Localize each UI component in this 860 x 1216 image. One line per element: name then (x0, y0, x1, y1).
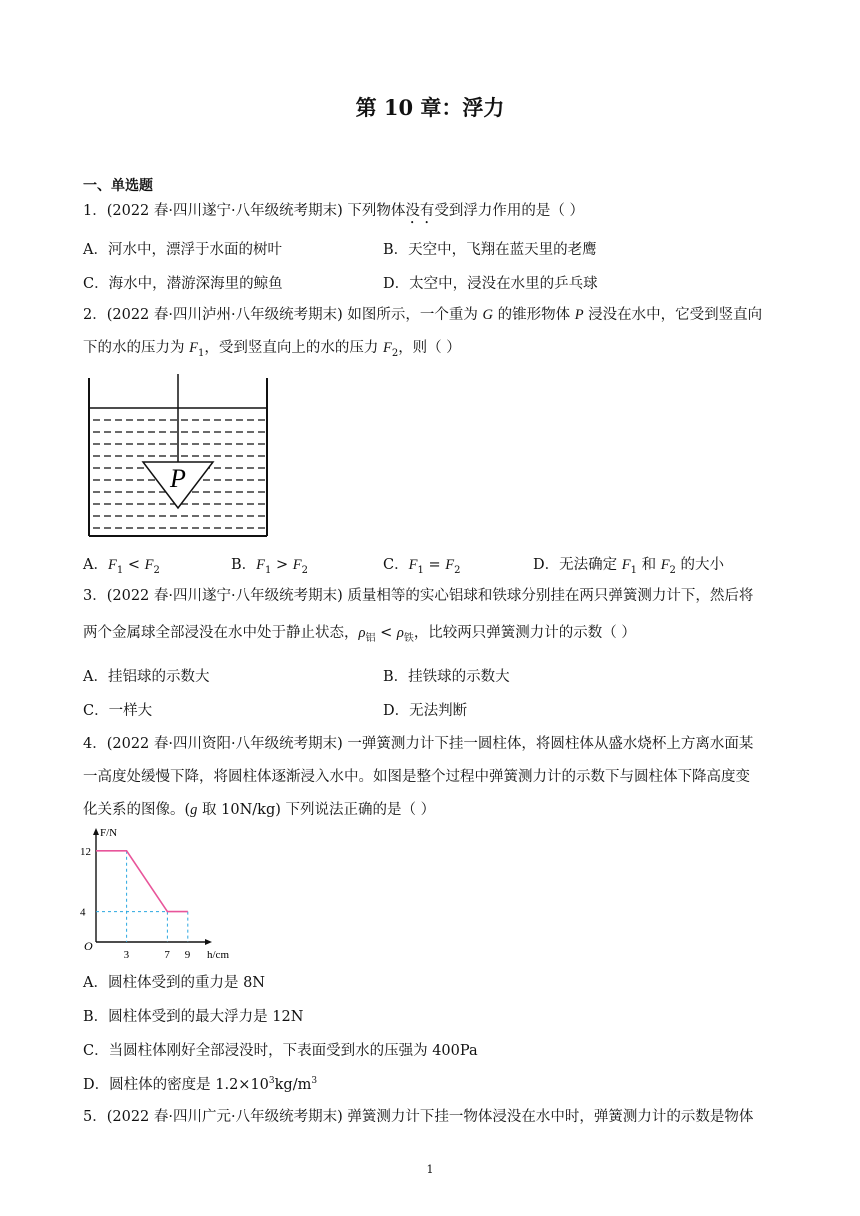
question-4-stem-line-1: 4．(2022 春·四川资阳·八年级统考期末) 一弹簧测力计下挂一圆柱体，将圆柱体从盛水烧杯上方离水面某 (83, 736, 754, 752)
object-label-p: P (170, 464, 186, 493)
y-axis-arrow (93, 828, 99, 835)
question-2-stem-line-2: 下的水的压力为 $F_1$，受到竖直向上的水的压力 $F_2$，则（ ） (83, 340, 461, 359)
question-3-option-a: A．挂铝球的示数大 (83, 669, 210, 685)
force-height-chart (80, 824, 240, 960)
question-5-stem-line-1: 5．(2022 春·四川广元·八年级统考期末) 弹簧测力计下挂一物体浸没在水中时，弹簧测力计的示数是物体 (83, 1109, 754, 1125)
question-3-option-b: B．挂铁球的示数大 (383, 669, 510, 685)
question-2-option-b: B．$F_1 > F_2$ (231, 557, 308, 576)
origin-label: O (84, 939, 93, 953)
y-axis-label: F/N (100, 827, 118, 839)
question-1-option-b: B．天空中，飞翔在蓝天里的老鹰 (383, 242, 597, 258)
y-tick-label: 4 (80, 906, 86, 919)
question-1-option-d: D．太空中，浸没在水里的乒乓球 (383, 276, 598, 292)
question-4-option-b: B．圆柱体受到的最大浮力是 12N (83, 1009, 304, 1025)
question-2-option-d: D．无法确定 $F_1$ 和 $F_2$ 的大小 (533, 557, 725, 576)
chart-guides (96, 851, 188, 942)
question-2-stem-line-1: 2．(2022 春·四川泸州·八年级统考期末) 如图所示，一个重为 G 的锥形物体 P 浸没在水中，它受到竖直向 (83, 307, 763, 323)
question-3-stem-line-1: 3．(2022 春·四川遂宁·八年级统考期末) 质量相等的实心铝球和铁球分别挂在两只弹簧测力计下，然后将 (83, 588, 754, 604)
chart-axes (93, 828, 212, 945)
question-4-option-c: C．当圆柱体刚好全部浸没时，下表面受到水的压强为 400Pa (83, 1043, 478, 1059)
page-number: 1 (426, 1163, 434, 1176)
section-heading: 一、单选题 (83, 178, 153, 194)
question-1-option-a: A．河水中，漂浮于水面的树叶 (83, 242, 282, 258)
question-4-stem-line-2: 一高度处缓慢下降，将圆柱体逐渐浸入水中。如图是整个过程中弹簧测力计的示数下与圆柱体下降高度变 (83, 769, 750, 785)
x-axis-label: h/cm (207, 949, 229, 960)
x-axis-arrow (205, 939, 212, 945)
series-line (96, 851, 188, 912)
page-title: 第 10 章：浮力 (355, 95, 505, 120)
chart-series (96, 851, 188, 912)
beaker-diagram (85, 370, 275, 538)
question-2-option-a: A．$F_1 < F_2$ (83, 557, 160, 576)
question-4-option-d: D．圆柱体的密度是 $1.2\times 10^3kg/m^3$ (83, 1076, 318, 1093)
x-tick-label: 7 (164, 949, 170, 960)
question-4-stem-line-3: 化关系的图像。(g 取 10N/kg) 下列说法正确的是（ ） (83, 802, 436, 818)
question-1-stem: 1．(2022 春·四川遂宁·八年级统考期末) 下列物体没有受到浮力作用的是（ ） (83, 203, 584, 219)
question-3-option-c: C．一样大 (83, 703, 153, 719)
question-3-stem-line-2: 两个金属球全部浸没在水中处于静止状态，$\rho_铝 < \rho_铁$，比较两只弹簧测力计的示数（ ） (83, 625, 636, 644)
x-tick-label: 3 (123, 949, 130, 960)
question-2-option-c: C．$F_1 = F_2$ (383, 557, 461, 576)
question-3-option-d: D．无法判断 (383, 703, 468, 719)
y-tick-label: 12 (80, 845, 91, 858)
x-tick-label: 9 (184, 949, 191, 960)
question-1-option-c: C．海水中，潜游深海里的鲸鱼 (83, 276, 283, 292)
question-4-option-a: A．圆柱体受到的重力是 8N (83, 975, 265, 991)
